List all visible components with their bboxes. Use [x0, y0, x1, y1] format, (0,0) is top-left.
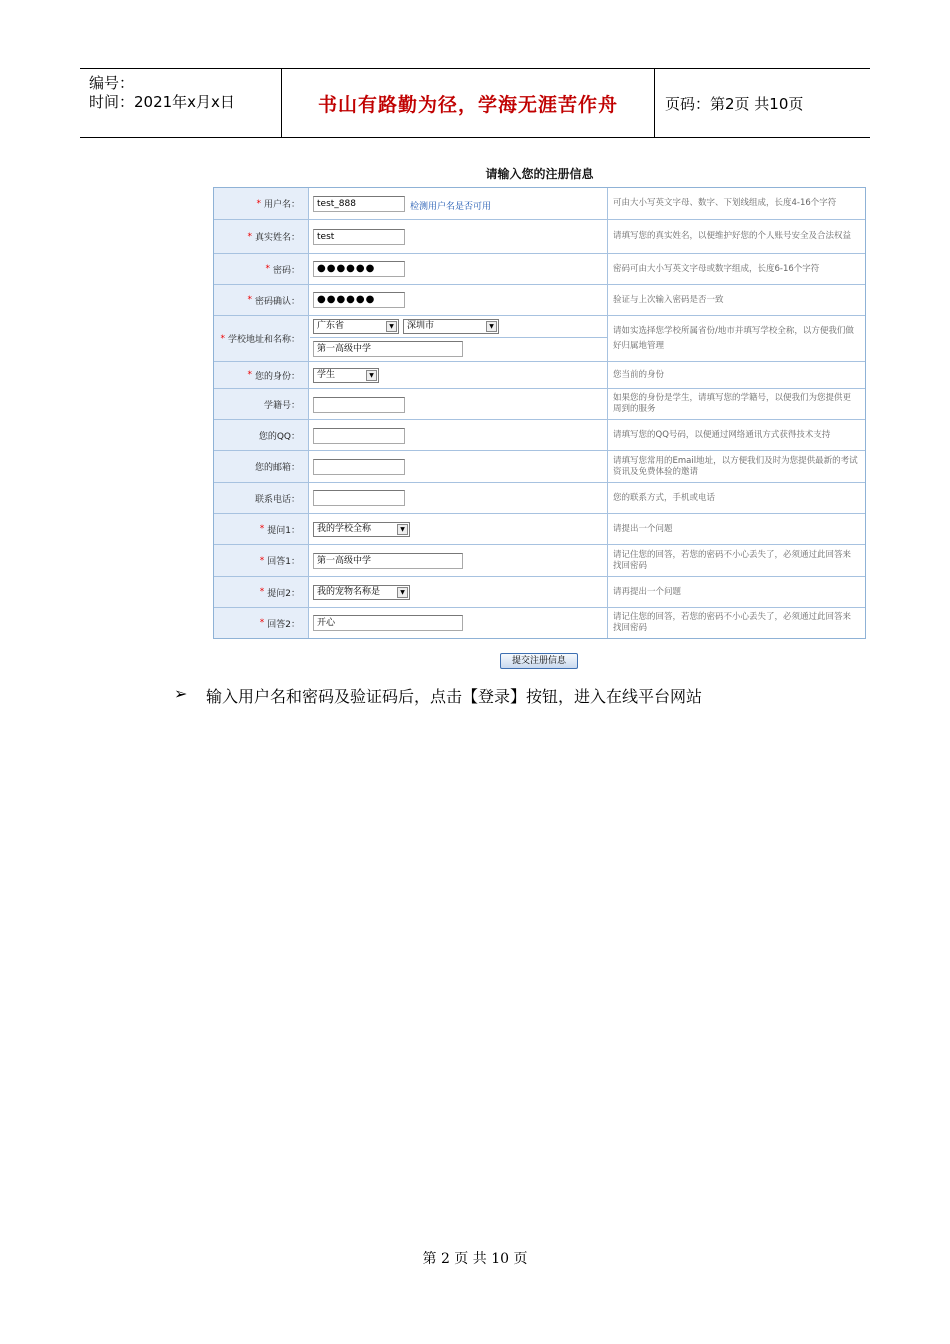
phone-input[interactable]: [313, 490, 405, 506]
field-tip: 可由大小写英文字母、数字、下划线组成，长度4-16个字符: [613, 198, 837, 208]
form-row-answer-2: [214, 607, 865, 638]
field-tip: 请如实选择您学校所属省份/地市并填写学校全称，以方便我们做好归属地管理: [613, 325, 854, 351]
real-name-input[interactable]: test: [313, 229, 405, 245]
field-cell: [310, 545, 608, 576]
field-label-text: 密码：: [272, 265, 300, 276]
required-mark: *: [247, 370, 252, 380]
field-label-text: 您的邮箱：: [254, 463, 300, 473]
field-tip: 请再提出一个问题: [613, 586, 682, 597]
password-input[interactable]: ●●●●●●: [313, 261, 405, 277]
field-tip: 密码可由大小写英文字母或数字组成，长度6-16个字符: [613, 263, 820, 274]
answer-2-input[interactable]: 开心: [313, 615, 463, 631]
page-info: 页码：第2页 共10页: [665, 94, 804, 113]
field-cell: [310, 608, 608, 638]
required-mark: *: [259, 555, 265, 566]
field-tip: 您的联系方式，手机或电话: [613, 492, 716, 503]
question-2-value: 我的宠物名称是: [317, 587, 381, 597]
registration-form: [213, 187, 866, 639]
required-mark: *: [265, 264, 270, 274]
field-label-text: 学籍号：: [263, 400, 300, 411]
field-label: [214, 483, 309, 513]
field-cell: [310, 254, 608, 284]
submit-registration-button[interactable]: 提交注册信息: [500, 653, 578, 669]
form-row-username: [214, 188, 865, 219]
field-label-text: 您的身份：: [254, 371, 300, 382]
field-label: [214, 285, 309, 315]
form-row-student-id: [214, 388, 865, 419]
required-mark: *: [259, 587, 265, 597]
header-page-cell: [655, 69, 870, 137]
school-name-input[interactable]: 第一高级中学: [313, 341, 463, 357]
field-cell: [310, 514, 608, 544]
form-row-qq: [214, 419, 865, 450]
field-cell: [310, 420, 608, 450]
field-tip: 请填写您的真实姓名，以便维护好您的个人账号安全及合法权益: [613, 231, 852, 241]
city-value: 深圳市: [407, 321, 435, 331]
field-cell: [310, 362, 608, 388]
page-header: [80, 68, 870, 138]
required-mark: *: [220, 333, 225, 344]
check-username-link[interactable]: 检测用户名是否可用: [410, 202, 492, 212]
field-label-text: 回答2：: [267, 619, 300, 630]
question-1-select[interactable]: [313, 522, 410, 537]
field-cell: [310, 451, 608, 482]
identity-value: 学生: [317, 370, 336, 380]
form-row-question-2: [214, 576, 865, 607]
form-row-password: [214, 253, 865, 284]
form-row-question-1: [214, 513, 865, 544]
field-tip: 您当前的身份: [613, 369, 665, 380]
field-label-text: 用户名：: [263, 200, 300, 210]
required-mark: *: [247, 295, 252, 305]
form-row-identity: [214, 361, 865, 388]
field-tip: 请记住您的回答，若您的密码不小心丢失了，必须通过此回答来找回密码: [613, 612, 852, 633]
form-row-real-name: [214, 219, 865, 253]
field-tip: 如果您的身份是学生，请填写您的学籍号，以便我们为您提供更周到的服务: [613, 393, 852, 414]
form-title: 请输入您的注册信息: [485, 167, 594, 181]
city-select[interactable]: [403, 319, 499, 334]
field-cell: [310, 577, 608, 607]
field-label-text: 您的QQ：: [258, 431, 300, 442]
email-input[interactable]: [313, 459, 405, 475]
username-input[interactable]: test_888: [313, 196, 405, 212]
identity-select[interactable]: [313, 368, 379, 383]
dropdown-arrow-icon: ▼: [397, 587, 408, 598]
field-label: [214, 220, 309, 253]
field-label: [214, 316, 309, 361]
field-tip: 验证与上次输入密码是否一致: [613, 294, 724, 305]
form-row-password-confirm: [214, 284, 865, 315]
form-row-answer-1: [214, 544, 865, 576]
field-divider: [310, 337, 607, 338]
qq-input[interactable]: [313, 428, 405, 444]
field-cell: [310, 188, 608, 219]
question-1-value: 我的学校全称: [317, 524, 372, 534]
field-label-text: 真实姓名：: [254, 233, 300, 243]
number-label: 编号：: [89, 74, 135, 92]
form-row-phone: [214, 482, 865, 513]
field-label: [214, 608, 309, 638]
form-row-school: [214, 315, 865, 361]
answer-1-input[interactable]: 第一高级中学: [313, 553, 463, 569]
header-meta-cell: [80, 69, 282, 137]
question-2-select[interactable]: [313, 585, 410, 600]
field-label: [214, 254, 309, 284]
required-mark: *: [256, 198, 261, 209]
field-label: [214, 545, 309, 576]
field-tip: 请提出一个问题: [613, 523, 673, 534]
field-label-text: 密码确认：: [254, 296, 300, 307]
dropdown-arrow-icon: ▼: [366, 370, 377, 381]
field-label: [214, 451, 309, 482]
password-confirm-input[interactable]: ●●●●●●: [313, 292, 405, 308]
field-tip: 请填写您常用的Email地址，以方便我们及时为您提供最新的考试资讯及免费体验的邀请: [613, 455, 858, 477]
header-motto-cell: [282, 69, 655, 137]
field-label-text: 提问1：: [267, 525, 300, 536]
field-label: [214, 389, 309, 419]
field-cell: [310, 483, 608, 513]
bullet-arrow-icon: ➢: [174, 684, 188, 703]
field-cell: [310, 220, 608, 253]
field-tip: 请填写您的QQ号码，以便通过网络通讯方式获得技术支持: [613, 429, 831, 440]
field-label: [214, 362, 309, 388]
field-label: [214, 577, 309, 607]
field-cell: [310, 389, 608, 419]
required-mark: *: [247, 231, 252, 242]
dropdown-arrow-icon: ▼: [386, 321, 397, 332]
time-label: 时间：2021年x月x日: [89, 93, 235, 111]
field-label: [214, 188, 309, 219]
required-mark: *: [259, 524, 265, 534]
field-label-text: 联系电话：: [254, 494, 300, 505]
field-cell: [310, 285, 608, 315]
province-value: 广东省: [317, 321, 345, 331]
student-id-input[interactable]: [313, 397, 405, 413]
instruction-text: 输入用户名和密码及验证码后，点击【登录】按钮，进入在线平台网站: [206, 687, 703, 706]
field-cell: [310, 316, 608, 361]
required-mark: *: [259, 618, 265, 628]
motto: 书山有路勤为径，学海无涯苦作舟: [317, 93, 618, 116]
province-select[interactable]: [313, 319, 399, 334]
page-footer: 第 2 页 共 10 页: [422, 1251, 528, 1267]
form-row-email: [214, 450, 865, 482]
field-label: [214, 514, 309, 544]
field-label: [214, 420, 309, 450]
dropdown-arrow-icon: ▼: [397, 524, 408, 535]
field-tip: 请记住您的回答，若您的密码不小心丢失了，必须通过此回答来找回密码: [613, 549, 852, 571]
field-label-text: 回答1：: [267, 557, 300, 567]
field-label-text: 提问2：: [267, 588, 300, 599]
field-label-text: 学校地址和名称：: [227, 335, 300, 345]
dropdown-arrow-icon: ▼: [486, 321, 497, 332]
